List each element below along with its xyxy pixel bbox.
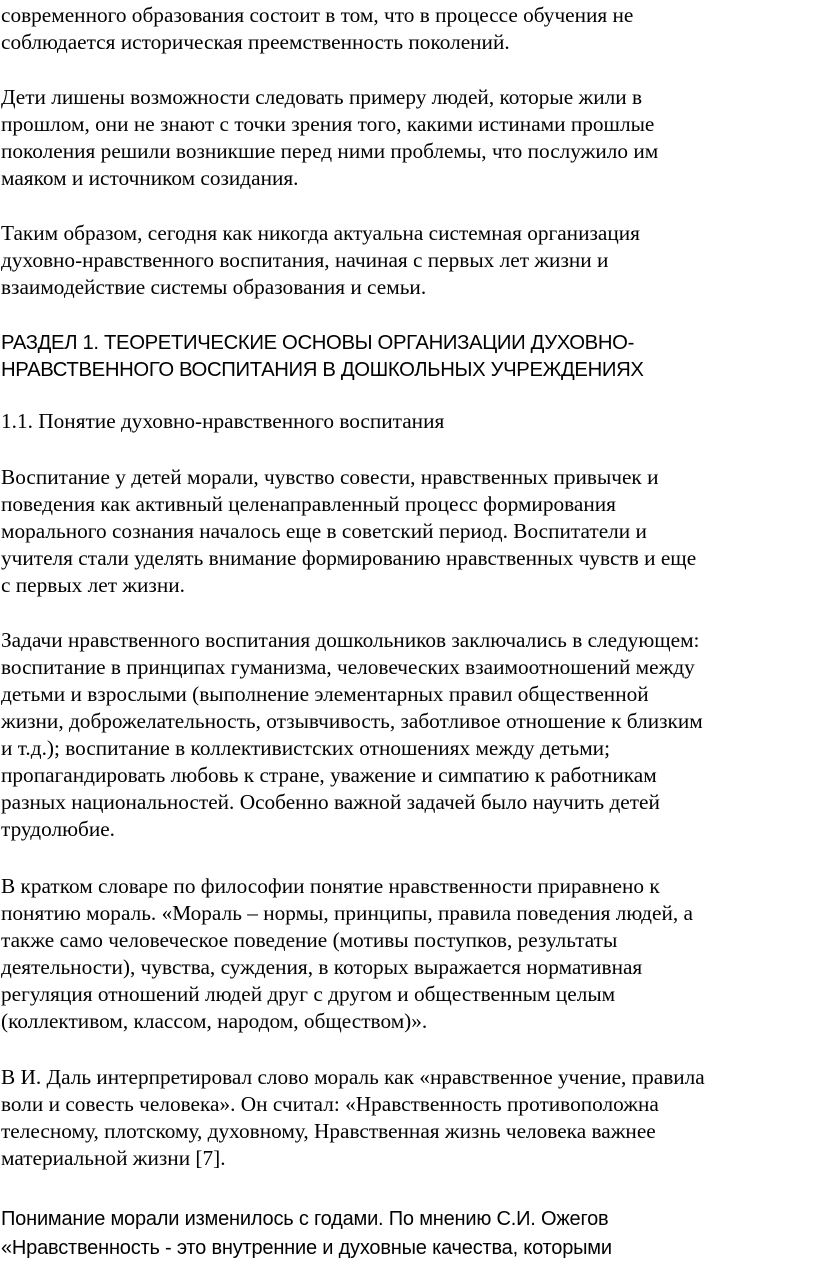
text-line: также само человеческое поведение (мотивы поступков, результаты xyxy=(1,928,618,952)
text-line: разных национальностей. Особенно важной задачей было научить детей xyxy=(1,790,660,814)
text-line: прошлом, они не знают с точки зрения того, какими истинами прошлые xyxy=(1,112,655,136)
text-line: трудолюбие. xyxy=(1,817,115,841)
text-line: морального сознания началось еще в советский период. Воспитатели и xyxy=(1,519,647,543)
text-line: учителя стали уделять внимание формированию нравственных чувств и еще xyxy=(1,546,697,570)
text-line: детьми и взрослыми (выполнение элементарных правил общественной xyxy=(1,682,649,706)
text-line: В И. Даль интерпретировал слово мораль как «нравственное учение, правила xyxy=(1,1065,705,1089)
text-line: материальной жизни [7]. xyxy=(1,1146,226,1170)
text-line: 1.1. Понятие духовно-нравственного воспитания xyxy=(1,409,445,433)
paragraph-children-example xyxy=(1,84,658,192)
text-line: взаимодействие системы образования и семьи. xyxy=(1,275,427,299)
text-line: РАЗДЕЛ 1. ТЕОРЕТИЧЕСКИЕ ОСНОВЫ ОРГАНИЗАЦИИ ДУХОВНО- xyxy=(1,332,634,354)
text-line: и т.д.); воспитание в коллективистских отношениях между детьми; xyxy=(1,736,610,760)
text-line: регуляция отношений людей друг с другом и общественным целым xyxy=(1,982,616,1006)
text-line: телесному, плотскому, духовному, Нравственная жизнь человека важнее xyxy=(1,1119,656,1143)
text-line: Понимание морали изменилось с годами. По мнению С.И. Ожегов xyxy=(1,1208,609,1230)
text-line: воспитание в принципах гуманизма, человеческих взаимоотношений между xyxy=(1,655,695,679)
paragraph-intro-continuation xyxy=(1,2,633,56)
paragraph-dal-interpretation xyxy=(1,1064,705,1172)
text-line: (коллективом, классом, народом, обществом)». xyxy=(1,1009,428,1033)
text-line: духовно-нравственного воспитания, начиная с первых лет жизни и xyxy=(1,248,609,272)
section-heading xyxy=(1,330,644,384)
text-line: маяком и источником созидания. xyxy=(1,166,299,190)
text-line: пропагандировать любовь к стране, уважение и симпатию к работникам xyxy=(1,763,657,787)
paragraph-tasks xyxy=(1,627,703,843)
text-line: поколения решили возникшие перед ними проблемы, что послужило им xyxy=(1,139,659,163)
text-line: современного образования состоит в том, что в процессе обучения не xyxy=(1,3,634,27)
text-line: В кратком словаре по философии понятие нравственности приравнено к xyxy=(1,874,660,898)
text-line: соблюдается историческая преемственность поколений. xyxy=(1,30,510,54)
text-line: «Нравственность - это внутренние и духовные качества, которыми xyxy=(1,1237,612,1259)
paragraph-ozhegov xyxy=(1,1205,612,1263)
text-line: НРАВСТВЕННОГО ВОСПИТАНИЯ В ДОШКОЛЬНЫХ УЧРЕЖДЕНИЯХ xyxy=(1,359,644,381)
text-line: жизни, доброжелательность, отзывчивость, заботливое отношение к близким xyxy=(1,709,703,733)
text-line: Задачи нравственного воспитания дошкольников заключались в следующем: xyxy=(1,628,700,652)
text-line: Таким образом, сегодня как никогда актуальна системная организация xyxy=(1,221,640,245)
text-line: понятию мораль. «Мораль – нормы, принципы, правила поведения людей, а xyxy=(1,901,693,925)
text-line: с первых лет жизни. xyxy=(1,573,185,597)
text-line: Дети лишены возможности следовать примеру людей, которые жили в xyxy=(1,85,643,109)
paragraph-conclusion xyxy=(1,220,640,301)
text-line: поведения как активный целенаправленный процесс формирования xyxy=(1,492,616,516)
text-line: деятельности), чувства, суждения, в которых выражается нормативная xyxy=(1,955,643,979)
paragraph-moral-upbringing xyxy=(1,464,696,599)
subsection-heading xyxy=(1,408,444,435)
text-line: воли и совесть человека». Он считал: «Нравственность противоположна xyxy=(1,1092,659,1116)
paragraph-dictionary-definition xyxy=(1,873,693,1035)
text-line: Воспитание у детей морали, чувство совести, нравственных привычек и xyxy=(1,465,659,489)
